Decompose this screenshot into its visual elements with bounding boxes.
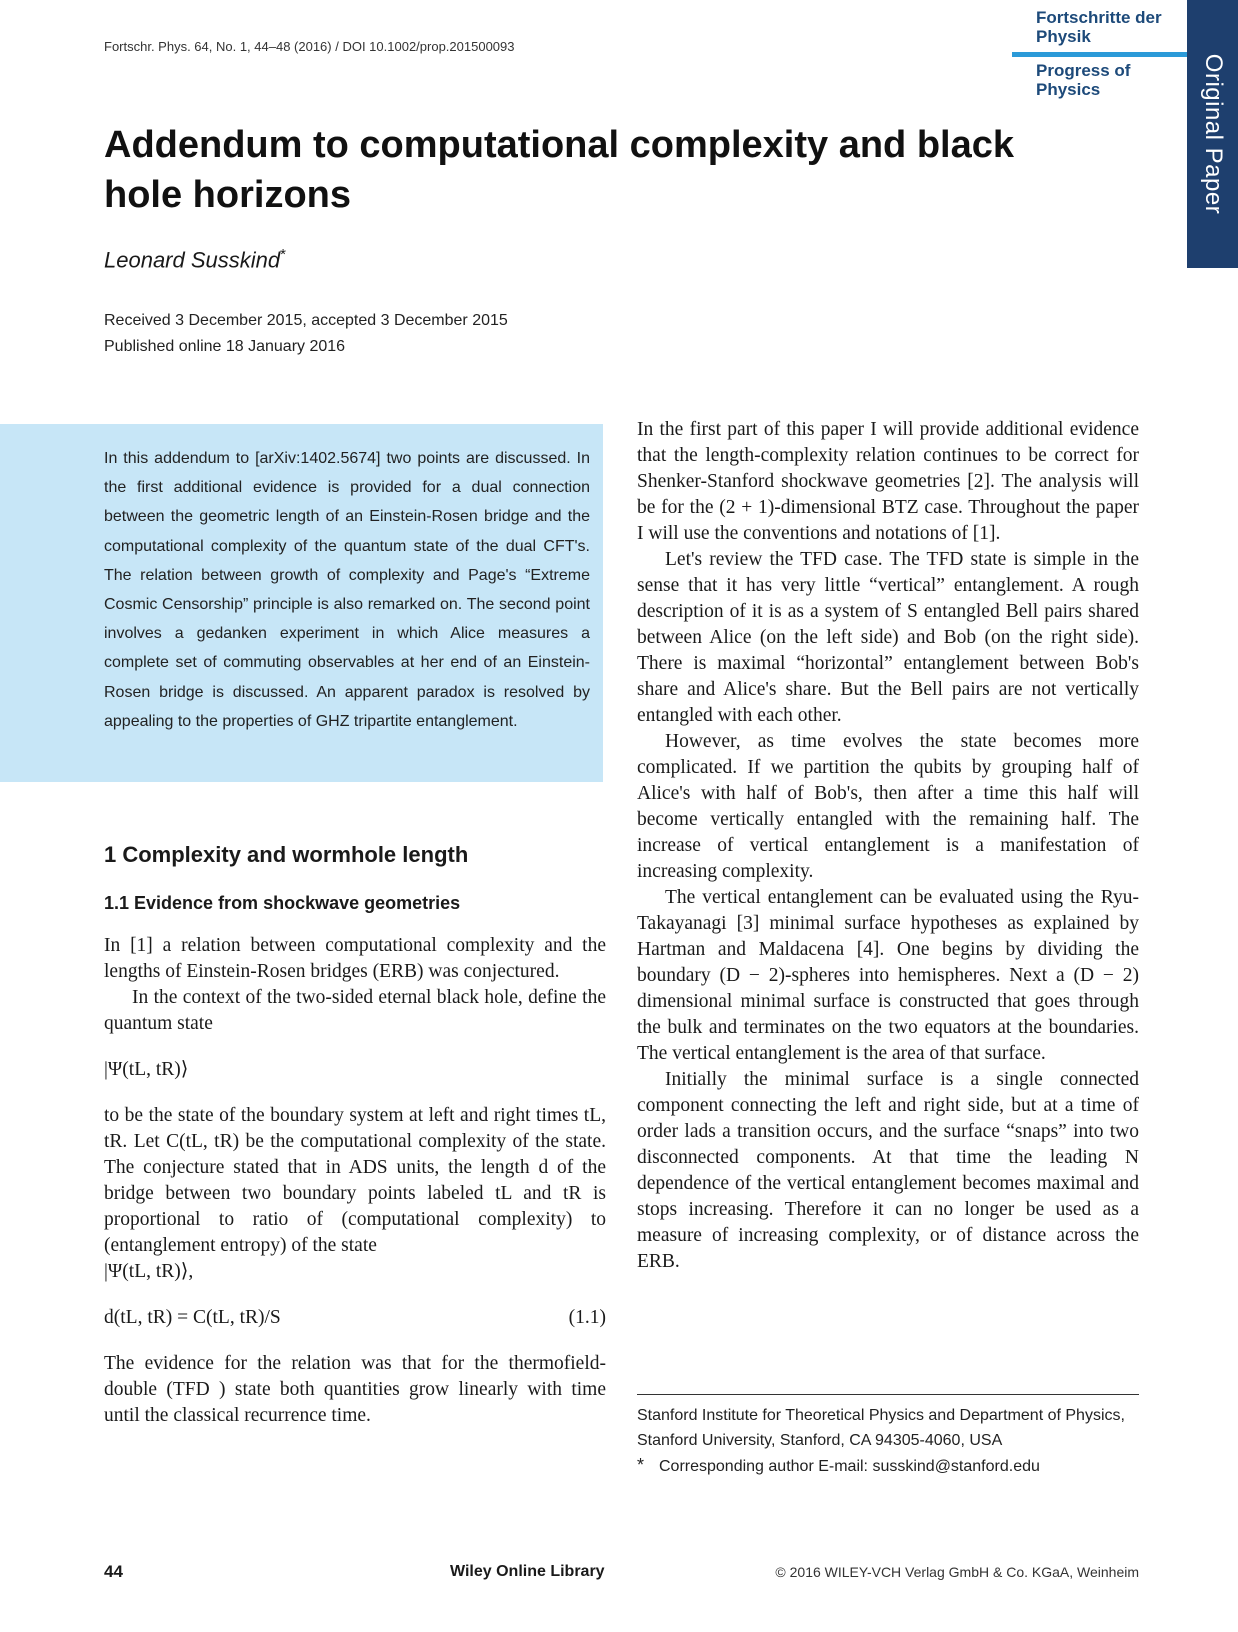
paragraph: In [1] a relation between computational complexity and the lengths of Einstein-Rosen bridges (ERB) was conjectured. [104, 935, 606, 982]
citation-line: Fortschr. Phys. 64, No. 1, 44–48 (2016) / DOI 10.1002/prop.201500093 [104, 39, 515, 54]
page-number: 44 [104, 1562, 123, 1581]
paragraph: Let's review the TFD case. The TFD state is simple in the sense that it has very little “vertical” entanglement. A rough description of it is as a system of S entangled Bell pairs shared between Alice (on the left side) and Bob (on the right side). There is maximal “horizontal” entanglement between Bob's share and Alice's share. But the Bell pairs are not vertically entangled with each other. [637, 549, 1139, 726]
journal-logo [1012, 0, 1200, 100]
paragraph: In the context of the two-sided eternal black hole, define the quantum state [104, 987, 606, 1034]
paragraph: In the first part of this paper I will provide additional evidence that the length-complexity relation continues to be correct for Shenker-Stanford shockwave geometries [2]. The analysis will be for the (2 + 1)-dimensional BTZ case. Throughout the paper I will use the conventions and notations of [1]. [637, 419, 1139, 544]
footer-copyright: © 2016 WILEY-VCH Verlag GmbH & Co. KGaA, Weinheim [775, 1564, 1139, 1580]
corresponding-email: Corresponding author E-mail: susskind@stanford.edu [659, 1458, 1040, 1475]
affiliation-block [637, 1404, 1139, 1480]
equation-body: d(tL, tR) = C(tL, tR)/S [104, 1307, 281, 1328]
state-formula: |Ψ(tL, tR)⟩, [104, 1261, 194, 1282]
abstract-box [0, 424, 603, 782]
side-tab [1187, 0, 1238, 268]
journal-name: Fortschritte der Physik [1036, 8, 1162, 46]
right-column [637, 417, 1139, 1275]
received-date: Received 3 December 2015, accepted 3 December 2015 [104, 312, 508, 329]
corresponding-mark: * [637, 1455, 645, 1475]
equation [104, 1305, 606, 1331]
state-formula: |Ψ(tL, tR)⟩ [104, 1059, 189, 1080]
side-tab-label: Original Paper [1199, 53, 1227, 215]
paragraph: The evidence for the relation was that for the thermofield-double (TFD ) state both quantities grow linearly with time until the classical recurrence time. [104, 1353, 606, 1426]
article-dates [104, 308, 508, 360]
paragraph: However, as time evolves the state becomes more complicated. If we partition the qubits by grouping half of Alice's with half of Bob's, then after a time this half will become vertically entangled with the remaining half. The increase of vertical entanglement is a manifestation of increasing complexity. [637, 731, 1139, 882]
paragraph: The vertical entanglement can be evaluated using the Ryu-Takayanagi [3] minimal surface hypotheses as explained by Hartman and Maldacena [4]. One begins by dividing the boundary (D − 2)-spheres into hemispheres. Next a (D − 2) dimensional minimal surface is constructed that goes through the bulk and terminates on the two equators at the boundaries. The vertical entanglement is the area of that surface. [637, 887, 1139, 1064]
author-mark: * [280, 246, 286, 263]
journal-divider [1012, 52, 1187, 57]
corresponding-author [637, 1453, 1139, 1480]
section-heading: 1 Complexity and wormhole length [104, 842, 469, 867]
footnote-rule [637, 1394, 1139, 1395]
abstract-text: In this addendum to [arXiv:1402.5674] two points are discussed. In the first additional evidence is provided for a dual connection between the geometric length of an Einstein-Rosen bridge and the computational complexity of the quantum state of the dual CFT's. The relation between growth of complexity and Page's “Extreme Cosmic Censorship” principle is also remarked on. The second point involves a gedanken experiment in which Alice measures a complete set of commuting observables at her end of an Einstein-Rosen bridge is discussed. An apparent paradox is resolved by appealing to the properties of GHZ tripartite entanglement. [104, 450, 590, 730]
author-name: Leonard Susskind [104, 247, 281, 273]
journal-subtitle: Progress of Physics [1036, 61, 1131, 99]
footer-publisher: Wiley Online Library [450, 1563, 605, 1580]
paragraph: to be the state of the boundary system at left and right times tL, tR. Let C(tL, tR) be the computational complexity of the state. The conjecture stated that in ADS units, the length d of the bridge between two boundary points labeled tL and tR is proportional to ratio of (computational complexity) to (entanglement entropy) of the state [104, 1105, 606, 1256]
affiliation: Stanford Institute for Theoretical Physics and Department of Physics, Stanford University, Stanford, CA 94305-4060, USA [637, 1407, 1125, 1449]
author [104, 246, 286, 273]
left-column [104, 835, 606, 1429]
subsection-heading: 1.1 Evidence from shockwave geometries [104, 893, 461, 913]
equation-number: (1.1) [568, 1307, 606, 1328]
published-date: Published online 18 January 2016 [104, 338, 346, 355]
paragraph: Initially the minimal surface is a single connected component connecting the left and right side, but at a time of order lads a transition occurs, and the surface “snaps” into two disconnected components. At that time the leading N dependence of the vertical entanglement becomes maximal and stops increasing. Therefore it can no longer be used as a measure of increasing complexity, or of distance across the ERB. [637, 1069, 1139, 1272]
article-title: Addendum to computational complexity and black hole horizons [104, 124, 1014, 216]
